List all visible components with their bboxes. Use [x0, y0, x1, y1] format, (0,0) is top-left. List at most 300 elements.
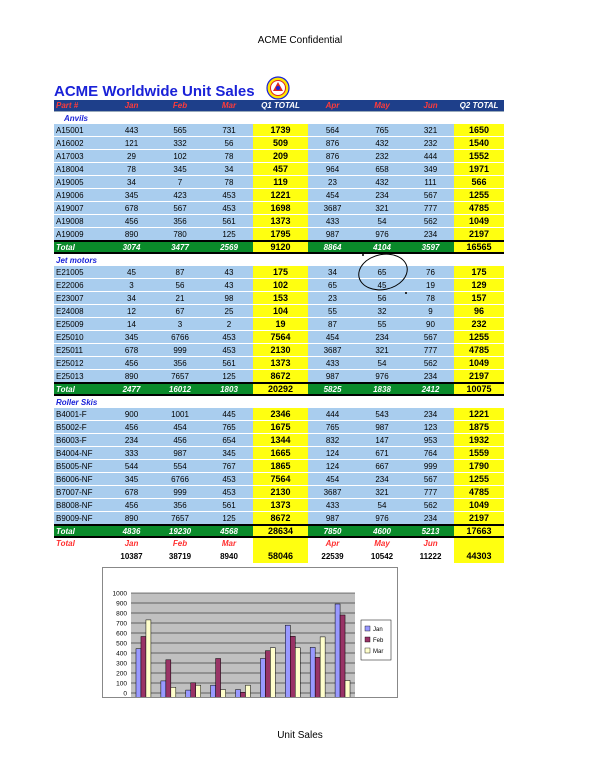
table-cell: E24008 — [54, 305, 108, 318]
table-cell: 1739 — [253, 124, 308, 137]
bar-mar — [221, 690, 226, 697]
table-cell: 234 — [407, 370, 454, 384]
table-row — [54, 279, 504, 292]
table-cell: 8940 — [205, 549, 253, 563]
table-cell: Total — [54, 383, 108, 395]
table-cell: 987 — [155, 447, 205, 460]
table-cell: 780 — [155, 228, 205, 242]
table-cell: 1971 — [454, 163, 504, 176]
y-tick-label: 800 — [116, 610, 127, 618]
table-cell: E25013 — [54, 370, 108, 384]
table-cell: 562 — [407, 499, 454, 512]
table-cell: 432 — [357, 137, 407, 150]
table-cell: 832 — [308, 434, 357, 447]
table-cell: 654 — [205, 434, 253, 447]
bar-feb — [141, 637, 146, 698]
table-row — [54, 150, 504, 163]
table-cell: 976 — [357, 228, 407, 242]
table-cell: 7 — [155, 176, 205, 189]
table-cell: B4001-F — [54, 408, 108, 421]
y-tick-label: 100 — [116, 680, 127, 688]
table-cell: 562 — [407, 357, 454, 370]
table-cell: 6766 — [155, 473, 205, 486]
table-cell: 321 — [357, 202, 407, 215]
table-cell: A19005 — [54, 176, 108, 189]
bar-mar — [146, 620, 151, 697]
table-cell: 767 — [205, 460, 253, 473]
table-cell: Q2 TOTAL — [454, 100, 504, 112]
table-cell: Total — [54, 525, 108, 537]
table-cell: 1865 — [253, 460, 308, 473]
table-cell: 890 — [108, 512, 155, 526]
table-row — [54, 357, 504, 370]
table-cell: 453 — [205, 189, 253, 202]
table-cell: 731 — [205, 124, 253, 137]
table-cell: 432 — [357, 176, 407, 189]
table-cell: A19006 — [54, 189, 108, 202]
y-tick-label: 900 — [116, 600, 127, 608]
table-cell: 456 — [108, 215, 155, 228]
table-cell: 104 — [253, 305, 308, 318]
table-cell: 876 — [308, 150, 357, 163]
legend-swatch — [365, 637, 370, 642]
table-cell: 56 — [205, 137, 253, 150]
bar-mar — [245, 685, 250, 697]
bar-jan — [236, 690, 241, 697]
table-cell: 1373 — [253, 499, 308, 512]
bar-mar — [295, 648, 300, 697]
table-cell: 56 — [155, 279, 205, 292]
table-cell: 34 — [108, 292, 155, 305]
table-cell: 1221 — [253, 189, 308, 202]
table-cell: A16002 — [54, 137, 108, 150]
table-cell: 56 — [357, 292, 407, 305]
table-cell: 356 — [155, 357, 205, 370]
bar-jan — [211, 685, 216, 697]
table-cell: 232 — [454, 318, 504, 331]
table-cell: 1803 — [205, 383, 253, 395]
table-row — [54, 228, 504, 242]
table-cell: 19 — [253, 318, 308, 331]
table-cell: Part # — [54, 100, 108, 112]
table-cell: 345 — [108, 473, 155, 486]
table-row — [54, 202, 504, 215]
table-cell — [454, 537, 504, 549]
table-cell: 453 — [205, 486, 253, 499]
table-cell: 2197 — [454, 370, 504, 384]
table-cell: 1001 — [155, 408, 205, 421]
table-cell: 2 — [205, 318, 253, 331]
table-cell: 678 — [108, 344, 155, 357]
table-cell: 890 — [108, 370, 155, 384]
legend-label: Feb — [373, 638, 384, 644]
table-cell: 2130 — [253, 486, 308, 499]
table-cell: 102 — [155, 150, 205, 163]
y-tick-label: 300 — [116, 660, 127, 668]
table-cell: 423 — [155, 189, 205, 202]
table-cell: 456 — [155, 434, 205, 447]
section-header-row — [54, 112, 504, 125]
bar-mar — [196, 685, 201, 697]
table-cell: 1675 — [253, 421, 308, 434]
table-cell: 87 — [155, 266, 205, 279]
table-cell: 90 — [407, 318, 454, 331]
section-total-row — [54, 383, 504, 395]
table-cell: 5213 — [407, 525, 454, 537]
table-cell: 2569 — [205, 241, 253, 253]
table-cell: 453 — [205, 473, 253, 486]
table-cell: 43 — [205, 266, 253, 279]
pen-dot-mark — [405, 292, 407, 294]
table-cell: 456 — [108, 357, 155, 370]
table-cell: 1795 — [253, 228, 308, 242]
table-cell: 457 — [253, 163, 308, 176]
table-cell: 19230 — [155, 525, 205, 537]
table-cell: 29 — [108, 150, 155, 163]
section-header-row — [54, 395, 504, 408]
table-cell: 444 — [308, 408, 357, 421]
table-cell: 567 — [407, 473, 454, 486]
table-cell: 999 — [155, 344, 205, 357]
table-cell: 119 — [253, 176, 308, 189]
table-cell: 175 — [253, 266, 308, 279]
table-cell: 987 — [308, 370, 357, 384]
table-cell: 777 — [407, 344, 454, 357]
bar-feb — [340, 615, 345, 697]
table-cell: 67 — [155, 305, 205, 318]
table-cell: 321 — [407, 124, 454, 137]
table-cell: 153 — [253, 292, 308, 305]
table-cell: B7007-NF — [54, 486, 108, 499]
table-cell: 25 — [205, 305, 253, 318]
table-cell: 147 — [357, 434, 407, 447]
table-row — [54, 137, 504, 150]
table-cell: 1790 — [454, 460, 504, 473]
table-cell: 2346 — [253, 408, 308, 421]
table-cell: 678 — [108, 486, 155, 499]
table-cell: 2130 — [253, 344, 308, 357]
table-cell: 43 — [205, 279, 253, 292]
table-cell: 3 — [155, 318, 205, 331]
table-cell: 345 — [205, 447, 253, 460]
table-cell: 21 — [155, 292, 205, 305]
table-cell: 28634 — [253, 525, 308, 537]
bar-feb — [241, 692, 246, 697]
table-cell: 209 — [253, 150, 308, 163]
table-cell: 890 — [108, 228, 155, 242]
table-cell: 453 — [205, 344, 253, 357]
table-cell: 433 — [308, 499, 357, 512]
table-row — [54, 460, 504, 473]
table-cell: Mar — [205, 537, 253, 549]
table-cell: 9 — [407, 305, 454, 318]
table-cell: 567 — [155, 202, 205, 215]
table-cell: 964 — [308, 163, 357, 176]
table-cell: 1650 — [454, 124, 504, 137]
table-row — [54, 473, 504, 486]
table-cell: 234 — [407, 228, 454, 242]
table-cell: 999 — [407, 460, 454, 473]
table-cell: 4785 — [454, 486, 504, 499]
table-cell: 14 — [108, 318, 155, 331]
table-cell: 1838 — [357, 383, 407, 395]
table-cell: Apr — [308, 100, 357, 112]
table-cell: Apr — [308, 537, 357, 549]
table-cell: 98 — [205, 292, 253, 305]
legend-label: Jan — [373, 627, 383, 633]
table-cell: 102 — [253, 279, 308, 292]
table-row — [54, 163, 504, 176]
bar-feb — [265, 651, 270, 697]
table-cell: Jan — [108, 100, 155, 112]
table-cell: 157 — [454, 292, 504, 305]
table-cell: 1049 — [454, 215, 504, 228]
table-cell: 234 — [357, 331, 407, 344]
table-cell: 976 — [357, 512, 407, 526]
table-cell: 234 — [407, 408, 454, 421]
table-cell: 34 — [308, 266, 357, 279]
table-cell: 543 — [357, 408, 407, 421]
table-cell: 876 — [308, 137, 357, 150]
table-cell: 1932 — [454, 434, 504, 447]
table-cell: A19009 — [54, 228, 108, 242]
table-cell: 123 — [407, 421, 454, 434]
table-cell: 55 — [357, 318, 407, 331]
table-cell: 1221 — [454, 408, 504, 421]
legend-swatch — [365, 626, 370, 631]
table-cell: 232 — [357, 150, 407, 163]
table-cell: 232 — [407, 137, 454, 150]
y-tick-label: 700 — [116, 620, 127, 628]
bar-feb — [315, 657, 320, 697]
table-cell: 58046 — [253, 549, 308, 563]
table-cell: 22539 — [308, 549, 357, 563]
table-cell: 1049 — [454, 499, 504, 512]
bar-mar — [320, 637, 325, 697]
section-title: Roller Skis — [54, 395, 504, 408]
table-cell: E25010 — [54, 331, 108, 344]
table-cell: 454 — [308, 331, 357, 344]
table-cell: 34 — [108, 176, 155, 189]
grand-total-row — [54, 549, 504, 563]
table-cell: B8008-NF — [54, 499, 108, 512]
table-cell: A17003 — [54, 150, 108, 163]
table-cell: 4785 — [454, 344, 504, 357]
y-tick-label: 400 — [116, 650, 127, 658]
table-cell: May — [357, 100, 407, 112]
table-cell: 4568 — [205, 525, 253, 537]
bar-mar — [270, 648, 275, 697]
table-cell: 445 — [205, 408, 253, 421]
table-cell: 111 — [407, 176, 454, 189]
table-cell: 4836 — [108, 525, 155, 537]
table-cell: 78 — [205, 176, 253, 189]
table-cell: 1698 — [253, 202, 308, 215]
table-cell: A19008 — [54, 215, 108, 228]
table-row — [54, 215, 504, 228]
section-header-row — [54, 253, 504, 266]
table-row — [54, 331, 504, 344]
acme-logo-icon — [266, 76, 290, 100]
table-cell: 765 — [308, 421, 357, 434]
table-row — [54, 408, 504, 421]
bar-chart-svg — [103, 568, 397, 697]
table-cell: 562 — [407, 215, 454, 228]
column-header-row — [54, 100, 504, 112]
bar-mar — [171, 687, 176, 697]
table-cell: Jan — [108, 537, 155, 549]
table-cell: E21005 — [54, 266, 108, 279]
table-cell: 8864 — [308, 241, 357, 253]
table-cell: 4785 — [454, 202, 504, 215]
table-cell: 2197 — [454, 228, 504, 242]
table-cell: 234 — [357, 189, 407, 202]
table-cell: 2197 — [454, 512, 504, 526]
table-cell: 234 — [108, 434, 155, 447]
table-cell: 987 — [357, 421, 407, 434]
table-cell: 3597 — [407, 241, 454, 253]
table-cell: 456 — [108, 499, 155, 512]
table-cell: 11222 — [407, 549, 454, 563]
y-tick-label: 1000 — [112, 590, 127, 598]
table-cell: 2477 — [108, 383, 155, 395]
table-cell: 3687 — [308, 486, 357, 499]
table-cell: Total — [54, 537, 108, 549]
section-total-row — [54, 241, 504, 253]
table-cell: B6006-NF — [54, 473, 108, 486]
table-row — [54, 124, 504, 137]
table-cell: 1255 — [454, 473, 504, 486]
table-cell: 678 — [108, 202, 155, 215]
legend-swatch — [365, 648, 370, 653]
table-cell: Jun — [407, 100, 454, 112]
table-cell: 234 — [357, 473, 407, 486]
bar-jan — [285, 625, 290, 697]
bar-jan — [310, 647, 315, 697]
table-cell: 3687 — [308, 344, 357, 357]
table-cell: 321 — [357, 344, 407, 357]
table-cell: 175 — [454, 266, 504, 279]
y-tick-label: 600 — [116, 630, 127, 638]
table-cell: 567 — [407, 331, 454, 344]
section-total-row — [54, 525, 504, 537]
table-cell: 765 — [357, 124, 407, 137]
table-cell: 454 — [308, 189, 357, 202]
table-cell: 5825 — [308, 383, 357, 395]
table-cell: 32 — [357, 305, 407, 318]
table-cell: 9120 — [253, 241, 308, 253]
table-cell: Total — [54, 241, 108, 253]
table-cell: 509 — [253, 137, 308, 150]
table-cell: 54 — [357, 499, 407, 512]
table-cell: 321 — [357, 486, 407, 499]
table-cell: 544 — [108, 460, 155, 473]
table-cell: 454 — [155, 421, 205, 434]
table-cell: 564 — [308, 124, 357, 137]
table-cell: 45 — [108, 266, 155, 279]
y-tick-label: 500 — [116, 640, 127, 648]
table-cell: Q1 TOTAL — [253, 100, 308, 112]
table-cell: 3 — [108, 279, 155, 292]
table-row — [54, 305, 504, 318]
table-cell: 900 — [108, 408, 155, 421]
table-row — [54, 266, 504, 279]
table-cell: 345 — [108, 331, 155, 344]
table-cell: 54 — [357, 215, 407, 228]
sheet-title: ACME Worldwide Unit Sales — [54, 83, 255, 100]
table-cell: 1049 — [454, 357, 504, 370]
table-cell: 4600 — [357, 525, 407, 537]
table-cell: 78 — [205, 150, 253, 163]
table-cell: 1255 — [454, 331, 504, 344]
table-row — [54, 189, 504, 202]
table-cell: 3687 — [308, 202, 357, 215]
table-row — [54, 512, 504, 526]
table-cell: 23 — [308, 292, 357, 305]
table-cell: 65 — [357, 266, 407, 279]
table-cell: 561 — [205, 215, 253, 228]
table-cell: 561 — [205, 499, 253, 512]
table-cell: 7850 — [308, 525, 357, 537]
table-cell: Feb — [155, 537, 205, 549]
table-row — [54, 434, 504, 447]
page-footer: Unit Sales — [277, 730, 323, 741]
bar-jan — [186, 690, 191, 697]
table-cell: 356 — [155, 215, 205, 228]
bar-jan — [136, 649, 141, 697]
table-row — [54, 176, 504, 189]
bar-jan — [335, 604, 340, 697]
table-cell: 561 — [205, 357, 253, 370]
table-cell: 566 — [454, 176, 504, 189]
table-cell: 125 — [205, 512, 253, 526]
table-cell: E23007 — [54, 292, 108, 305]
table-cell: 76 — [407, 266, 454, 279]
legend-label: Mar — [373, 649, 384, 655]
table-row — [54, 421, 504, 434]
table-cell: 333 — [108, 447, 155, 460]
table-cell: 764 — [407, 447, 454, 460]
table-row — [54, 292, 504, 305]
table-cell: 17663 — [454, 525, 504, 537]
unit-sales-chart — [102, 567, 398, 698]
bar-feb — [166, 660, 171, 697]
table-cell: 8672 — [253, 370, 308, 384]
bar-jan — [260, 659, 265, 698]
page-header: ACME Confidential — [257, 35, 343, 46]
table-cell: 34 — [205, 163, 253, 176]
table-cell: A18004 — [54, 163, 108, 176]
table-cell: 124 — [308, 460, 357, 473]
table-cell: 1665 — [253, 447, 308, 460]
table-cell: 121 — [108, 137, 155, 150]
table-cell: 565 — [155, 124, 205, 137]
table-cell: Mar — [205, 100, 253, 112]
table-cell: B4004-NF — [54, 447, 108, 460]
table-cell: 16012 — [155, 383, 205, 395]
table-cell: A19007 — [54, 202, 108, 215]
table-cell: 953 — [407, 434, 454, 447]
table-cell: 129 — [454, 279, 504, 292]
table-cell: 3074 — [108, 241, 155, 253]
table-cell: Jun — [407, 537, 454, 549]
bar-feb — [191, 683, 196, 697]
table-cell: 20292 — [253, 383, 308, 395]
table-cell: 454 — [308, 473, 357, 486]
table-cell: 10542 — [357, 549, 407, 563]
table-cell: B5005-NF — [54, 460, 108, 473]
table-cell: 1875 — [454, 421, 504, 434]
